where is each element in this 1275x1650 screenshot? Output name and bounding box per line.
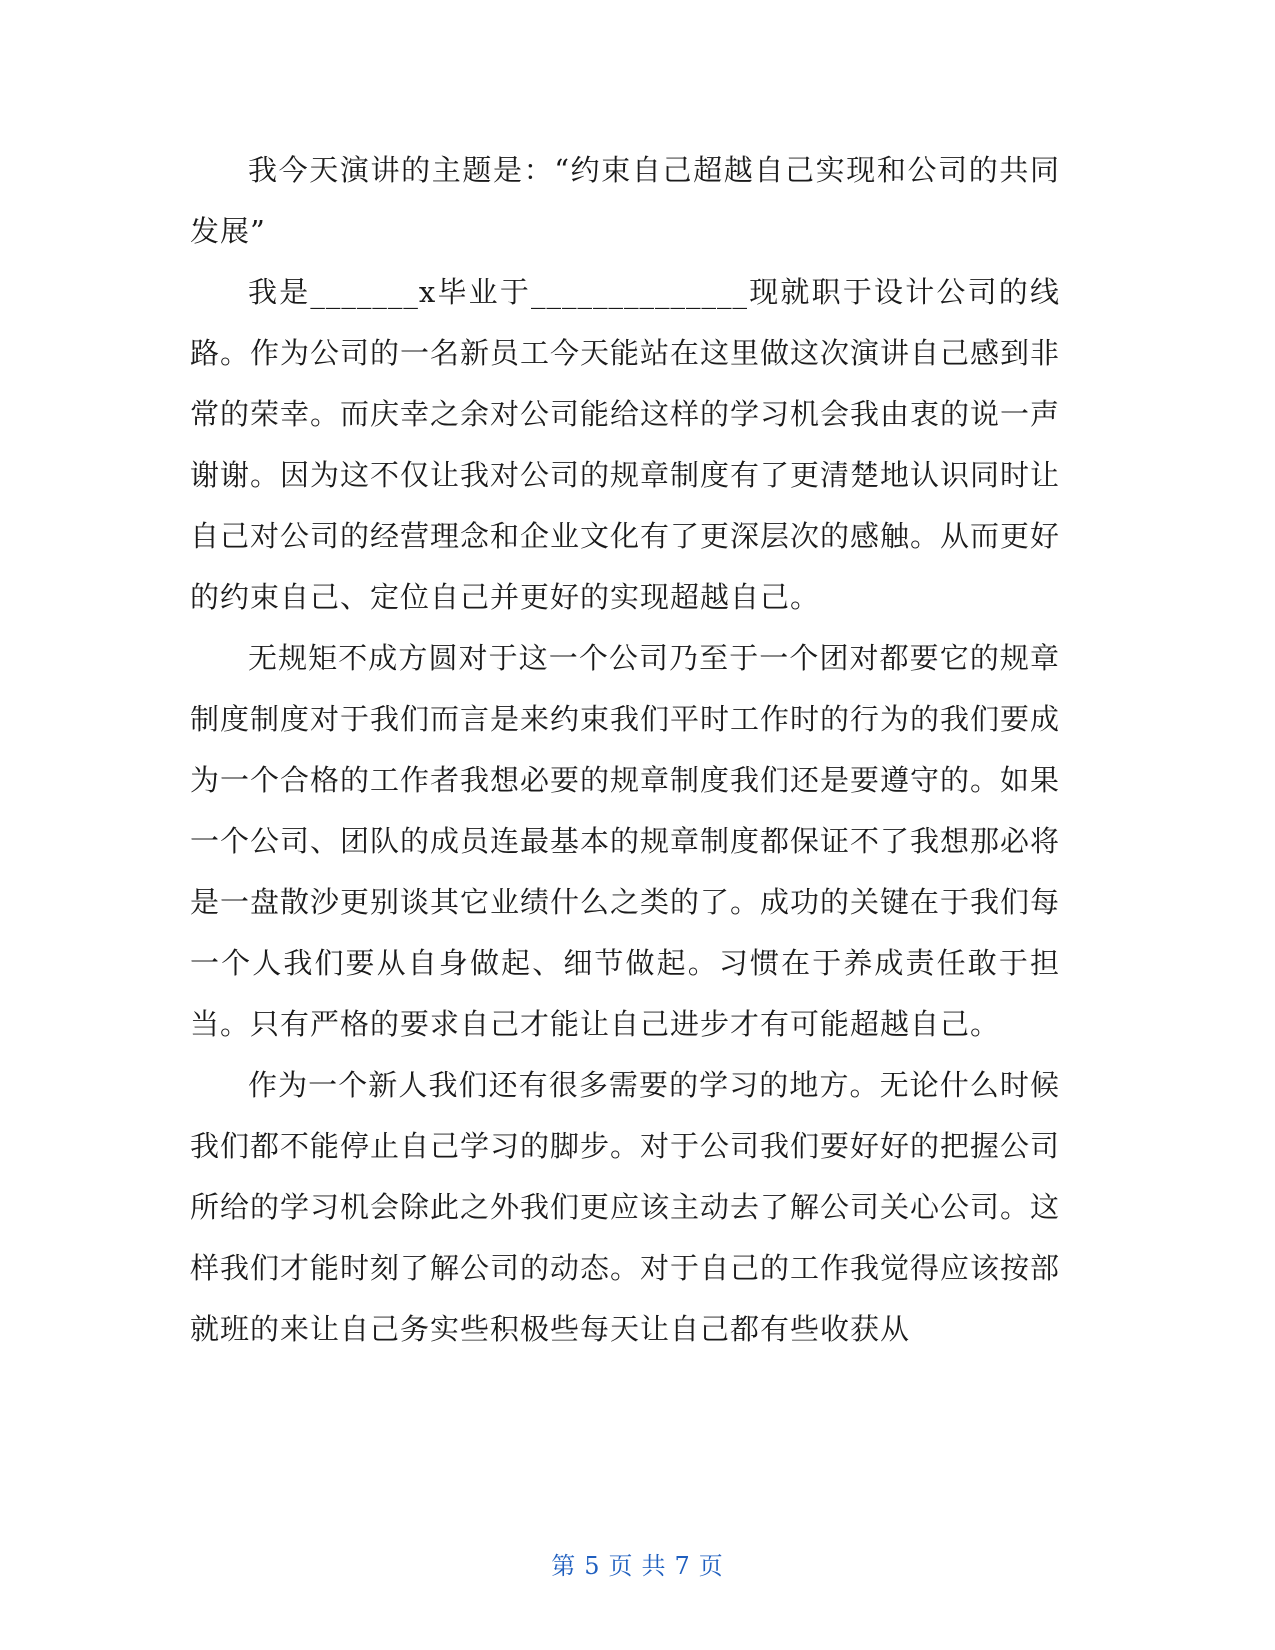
footer-label-page: 第 xyxy=(551,1552,577,1580)
footer-label-total: 共 xyxy=(641,1552,667,1580)
footer-label-unit: 页 xyxy=(608,1552,634,1580)
page-footer xyxy=(0,1546,1275,1581)
footer-label-unit-end: 页 xyxy=(698,1552,724,1580)
footer-current-page: 5 xyxy=(584,1552,601,1580)
paragraph-rules: 无规矩不成方圆对于这一个公司乃至于一个团对都要它的规章制度制度对于我们而言是来约束我们平时工作时的行为的我们要成为一个合格的工作者我想必要的规章制度我们还是要遵守的。如果一个公司、团队的成员连最基本的规章制度都保证不了我想那必将是一盘散沙更别谈其它业绩什么之类的了。成功的关键在于我们每一个人我们要从自身做起、细节做起。习惯在于养成责任敢于担当。只有严格的要求自己才能让自己进步才有可能超越自己。 xyxy=(190,641,1061,1041)
footer-total-pages: 7 xyxy=(674,1552,691,1580)
paragraph-learning: 作为一个新人我们还有很多需要的学习的地方。无论什么时候我们都不能停止自己学习的脚步。对于公司我们要好好的把握公司所给的学习机会除此之外我们更应该主动去了解公司关心公司。这样我们才能时刻了解公司的动态。对于自己的工作我觉得应该按部就班的来让自己务实些积极些每天让自己都有些收获从 xyxy=(190,1068,1061,1346)
document-body xyxy=(190,140,1060,1360)
paragraph-introduction: 我是_______x毕业于______________现就职于设计公司的线路。作为公司的一名新员工今天能站在这里做这次演讲自己感到非常的荣幸。而庆幸之余对公司能给这样的学习机会我由衷的说一声谢谢。因为这不仅让我对公司的规章制度有了更清楚地认识同时让自己对公司的经营理念和企业文化有了更深层次的感触。从而更好的约束自己、定位自己并更好的实现超越自己。 xyxy=(190,275,1061,614)
paragraph-topic: 我今天演讲的主题是：“约束自己超越自己实现和公司的共同发展” xyxy=(190,153,1060,248)
